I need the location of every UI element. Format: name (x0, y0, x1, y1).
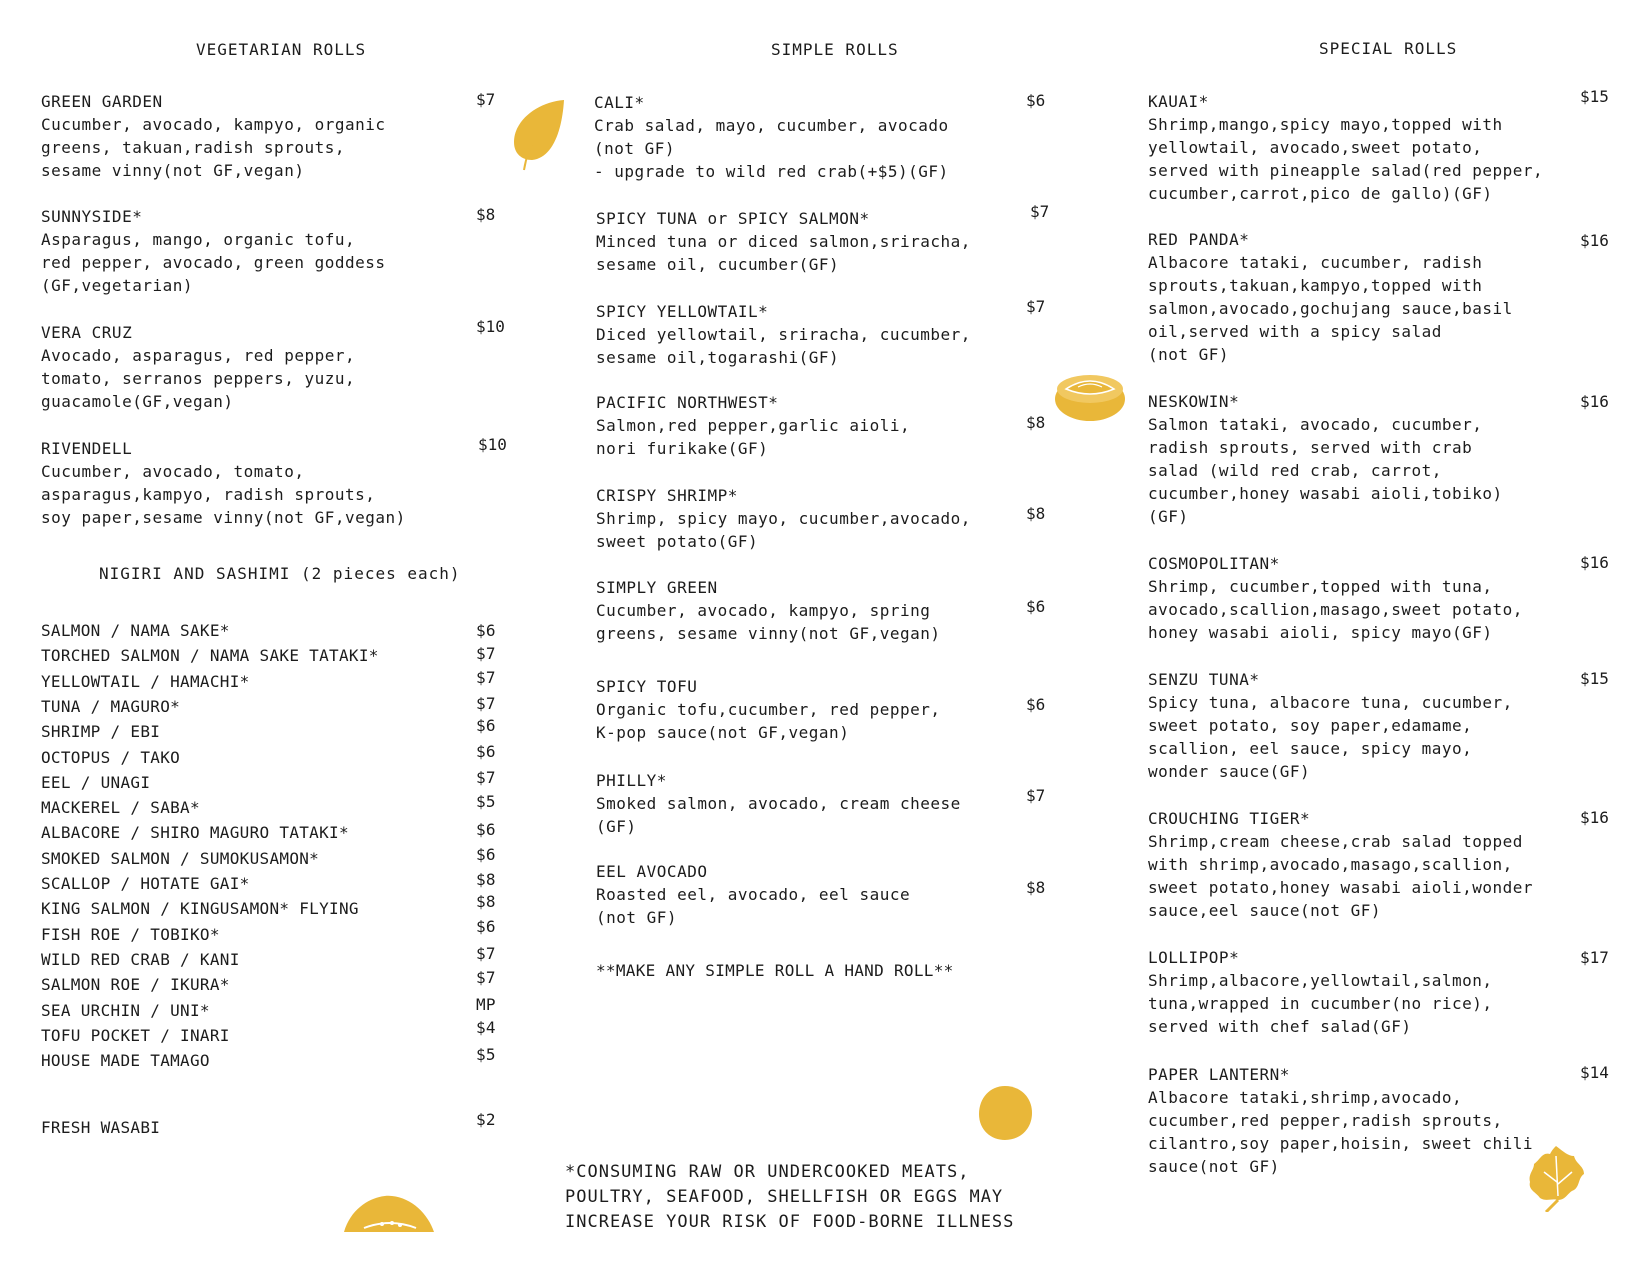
menu-item-cali (594, 91, 949, 183)
nigiri-item-price: $7 (476, 968, 496, 988)
item-price: $17 (1580, 948, 1609, 967)
item-description: Salmon tataki, avocado, cucumber, radish sprouts, served with crab salad (wild red crab, carrot, cucumber,honey wasabi aioli,tobiko) (GF) (1148, 415, 1503, 526)
item-description: Salmon,red pepper,garlic aioli, nori furikake(GF) (596, 416, 911, 458)
item-name: CALI* (594, 93, 645, 112)
nigiri-item-name: SMOKED SALMON / SUMOKUSAMON* (41, 848, 320, 868)
item-description: Asparagus, mango, organic tofu, red pepper, avocado, green goddess (GF,vegetarian) (41, 230, 386, 295)
nigiri-icon (342, 1192, 436, 1238)
menu-item-red-panda (1148, 228, 1513, 366)
item-description: Roasted eel, avocado, eel sauce (not GF) (596, 885, 911, 927)
item-description: Crab salad, mayo, cucumber, avocado (not GF) - upgrade to wild red crab(+$5)(GF) (594, 116, 949, 181)
nigiri-item-name: SCALLOP / HOTATE GAI* (41, 874, 250, 893)
nigiri-item-price: $6 (476, 844, 496, 864)
item-name: PACIFIC NORTHWEST* (596, 393, 779, 412)
nigiri-item-price: $5 (476, 792, 496, 812)
item-name: EEL AVOCADO (596, 862, 708, 881)
menu-item-spicy-tuna-or-salmon (596, 207, 971, 276)
menu-item-pacific-northwest (596, 391, 910, 460)
item-name: VERA CRUZ (41, 323, 133, 342)
menu-item-simply-green (596, 576, 941, 645)
nigiri-item-price: $7 (476, 943, 496, 963)
nigiri-item-price: $6 (476, 916, 496, 936)
item-name: PAPER LANTERN* (1148, 1065, 1290, 1084)
item-description: Shrimp,mango,spicy mayo,topped with yellowtail, avocado,sweet potato, served with pineapple salad(red pepper, cucumber,carrot,pico de gallo)(GF) (1148, 115, 1544, 203)
item-name: RIVENDELL (41, 439, 133, 458)
item-price: $7 (1026, 297, 1046, 316)
fresh-wasabi-price: $2 (476, 1110, 496, 1129)
item-price: $6 (1026, 91, 1046, 110)
item-price: $8 (476, 205, 496, 224)
item-price: $16 (1580, 392, 1609, 411)
item-description: Shrimp,cream cheese,crab salad topped with shrimp,avocado,masago,scallion, sweet potato,honey wasabi aioli,wonder sauce,eel sauce(not GF) (1148, 832, 1534, 920)
menu-item-spicy-yellowtail (596, 300, 971, 369)
nigiri-item-price: $7 (476, 767, 496, 787)
item-name: CRISPY SHRIMP* (596, 486, 738, 505)
nigiri-item-name: SALMON / NAMA SAKE* (41, 621, 230, 640)
sushi-roll-icon (1052, 369, 1128, 423)
nigiri-sashimi-heading: NIGIRI AND SASHIMI (2 pieces each) (99, 564, 461, 583)
item-description: Shrimp, cucumber,topped with tuna, avocado,scallion,masago,sweet potato, honey wasabi aioli, spicy mayo(GF) (1148, 577, 1523, 642)
nigiri-item-name: EEL / UNAGI (41, 772, 151, 792)
nigiri-item-price: $7 (476, 644, 496, 664)
item-price: $15 (1580, 87, 1609, 106)
item-name: COSMOPOLITAN* (1148, 554, 1280, 573)
nigiri-item-name: SEA URCHIN / UNI* (41, 1000, 210, 1020)
yellow-dot-icon (976, 1084, 1034, 1142)
nigiri-item-price: $6 (476, 741, 496, 761)
menu-item-spicy-tofu (596, 675, 941, 744)
nigiri-item-name: ALBACORE / SHIRO MAGURO TATAKI* (41, 823, 349, 843)
nigiri-item-price: $5 (476, 1045, 496, 1065)
nigiri-item-name: KING SALMON / KINGUSAMON* FLYING (41, 899, 359, 919)
item-price: $16 (1580, 553, 1609, 572)
item-description: Diced yellowtail, sriracha, cucumber, sesame oil,togarashi(GF) (596, 325, 971, 367)
leaf-sprig-icon (1524, 1142, 1588, 1212)
item-name: SUNNYSIDE* (41, 207, 143, 226)
menu-item-paper-lantern (1148, 1063, 1533, 1178)
leaf-icon (508, 98, 568, 172)
item-name: RED PANDA* (1148, 230, 1250, 249)
nigiri-item-price: $6 (476, 820, 496, 840)
menu-item-eel-avocado (596, 860, 910, 929)
item-name: CROUCHING TIGER* (1148, 809, 1311, 828)
item-name: GREEN GARDEN (41, 92, 163, 111)
item-name: SIMPLY GREEN (596, 578, 718, 597)
item-price: $16 (1580, 808, 1609, 827)
nigiri-item-price: $8 (476, 892, 496, 912)
fresh-wasabi-name: FRESH WASABI (41, 1118, 161, 1137)
menu-item-philly (596, 769, 961, 838)
nigiri-item-price: $6 (476, 621, 496, 640)
item-price: $8 (1026, 878, 1046, 897)
menu-item-crouching-tiger (1148, 807, 1533, 922)
menu-item-neskowin (1148, 390, 1503, 528)
item-name: SPICY YELLOWTAIL* (596, 302, 769, 321)
item-name: SPICY TOFU (596, 677, 698, 696)
menu-item-lollipop (1148, 946, 1493, 1038)
menu-item-senzu-tuna (1148, 668, 1513, 783)
item-description: Cucumber, avocado, kampyo, organic greens, takuan,radish sprouts, sesame vinny(not GF,vegan) (41, 115, 386, 180)
item-price: $10 (478, 435, 507, 454)
item-price: $8 (1026, 413, 1046, 432)
item-description: Albacore tataki,shrimp,avocado, cucumber,red pepper,radish sprouts, cilantro,soy paper,hoisin, sweet chili sauce(not GF) (1148, 1088, 1534, 1176)
nigiri-item-name: YELLOWTAIL / HAMACHI* (41, 671, 250, 691)
item-price: $7 (476, 90, 496, 109)
item-description: Avocado, asparagus, red pepper, tomato, serranos peppers, yuzu, guacamole(GF,vegan) (41, 346, 356, 411)
item-description: Minced tuna or diced salmon,sriracha, sesame oil, cucumber(GF) (596, 232, 971, 274)
nigiri-item-name: OCTOPUS / TAKO (41, 747, 181, 767)
nigiri-item-name: TORCHED SALMON / NAMA SAKE TATAKI* (41, 646, 379, 666)
menu-item-rivendell (41, 437, 406, 529)
nigiri-item-name: TOFU POCKET / INARI (41, 1025, 230, 1045)
nigiri-item-name: HOUSE MADE TAMAGO (41, 1051, 210, 1071)
nigiri-item-price: MP (476, 994, 496, 1014)
nigiri-item-name: SALMON ROE / IKURA* (41, 975, 230, 995)
item-name: PHILLY* (596, 771, 667, 790)
item-price: $6 (1026, 597, 1046, 616)
raw-food-warning: *CONSUMING RAW OR UNDERCOOKED MEATS, POULTRY, SEAFOOD, SHELLFISH OR EGGS MAY INCREASE YOUR RISK OF FOOD-BORNE ILLNESS (565, 1162, 1015, 1232)
menu-item-sunnyside (41, 205, 386, 297)
menu-item-cosmopolitan (1148, 552, 1523, 644)
item-price: $7 (1030, 202, 1050, 221)
item-description: Spicy tuna, albacore tuna, cucumber, sweet potato, soy paper,edamame, scallion, eel sauce, spicy mayo, wonder sauce(GF) (1148, 693, 1513, 781)
nigiri-item-price: $7 (476, 667, 496, 687)
item-name: LOLLIPOP* (1148, 948, 1240, 967)
nigiri-item-price: $6 (476, 716, 496, 736)
nigiri-item-name: FISH ROE / TOBIKO* (41, 924, 220, 944)
item-name: SPICY TUNA or SPICY SALMON* (596, 209, 870, 228)
special-rolls-heading: SPECIAL ROLLS (1319, 39, 1458, 58)
simple-rolls-heading: SIMPLE ROLLS (771, 40, 899, 59)
nigiri-item-name: TUNA / MAGURO* (41, 696, 181, 716)
nigiri-item-name: SHRIMP / EBI (41, 722, 161, 742)
item-description: Organic tofu,cucumber, red pepper, K-pop sauce(not GF,vegan) (596, 700, 941, 742)
menu-item-vera-cruz (41, 321, 355, 413)
item-price: $15 (1580, 669, 1609, 688)
item-description: Smoked salmon, avocado, cream cheese (GF) (596, 794, 961, 836)
menu-item-kauai (1148, 90, 1543, 205)
menu-item-crispy-shrimp (596, 484, 971, 553)
item-description: Albacore tataki, cucumber, radish sprouts,takuan,kampyo,topped with salmon,avocado,gochujang sauce,basil oil,served with a spicy salad (not GF) (1148, 253, 1513, 364)
nigiri-item-price: $8 (476, 870, 496, 889)
menu-item-green-garden (41, 90, 386, 182)
nigiri-item-name: MACKEREL / SABA* (41, 798, 200, 818)
item-price: $10 (476, 317, 505, 336)
item-price: $7 (1026, 786, 1046, 805)
nigiri-item-price: $4 (476, 1017, 496, 1037)
nigiri-item-name: WILD RED CRAB / KANI (41, 949, 240, 969)
item-price: $14 (1580, 1063, 1609, 1082)
item-price: $6 (1026, 695, 1046, 714)
item-description: Shrimp, spicy mayo, cucumber,avocado, sweet potato(GF) (596, 509, 971, 551)
item-price: $16 (1580, 231, 1609, 250)
vegetarian-rolls-heading: VEGETARIAN ROLLS (196, 40, 367, 59)
item-price: $8 (1026, 504, 1046, 523)
item-name: KAUAI* (1148, 92, 1209, 111)
nigiri-item-price: $7 (476, 693, 496, 713)
item-name: NESKOWIN* (1148, 392, 1240, 411)
item-description: Cucumber, avocado, kampyo, spring greens, sesame vinny(not GF,vegan) (596, 601, 941, 643)
hand-roll-note: **MAKE ANY SIMPLE ROLL A HAND ROLL** (596, 961, 954, 980)
item-name: SENZU TUNA* (1148, 670, 1260, 689)
item-description: Shrimp,albacore,yellowtail,salmon, tuna,wrapped in cucumber(no rice), served with chef salad(GF) (1148, 971, 1493, 1036)
item-description: Cucumber, avocado, tomato, asparagus,kampyo, radish sprouts, soy paper,sesame vinny(not GF,vegan) (41, 462, 406, 527)
